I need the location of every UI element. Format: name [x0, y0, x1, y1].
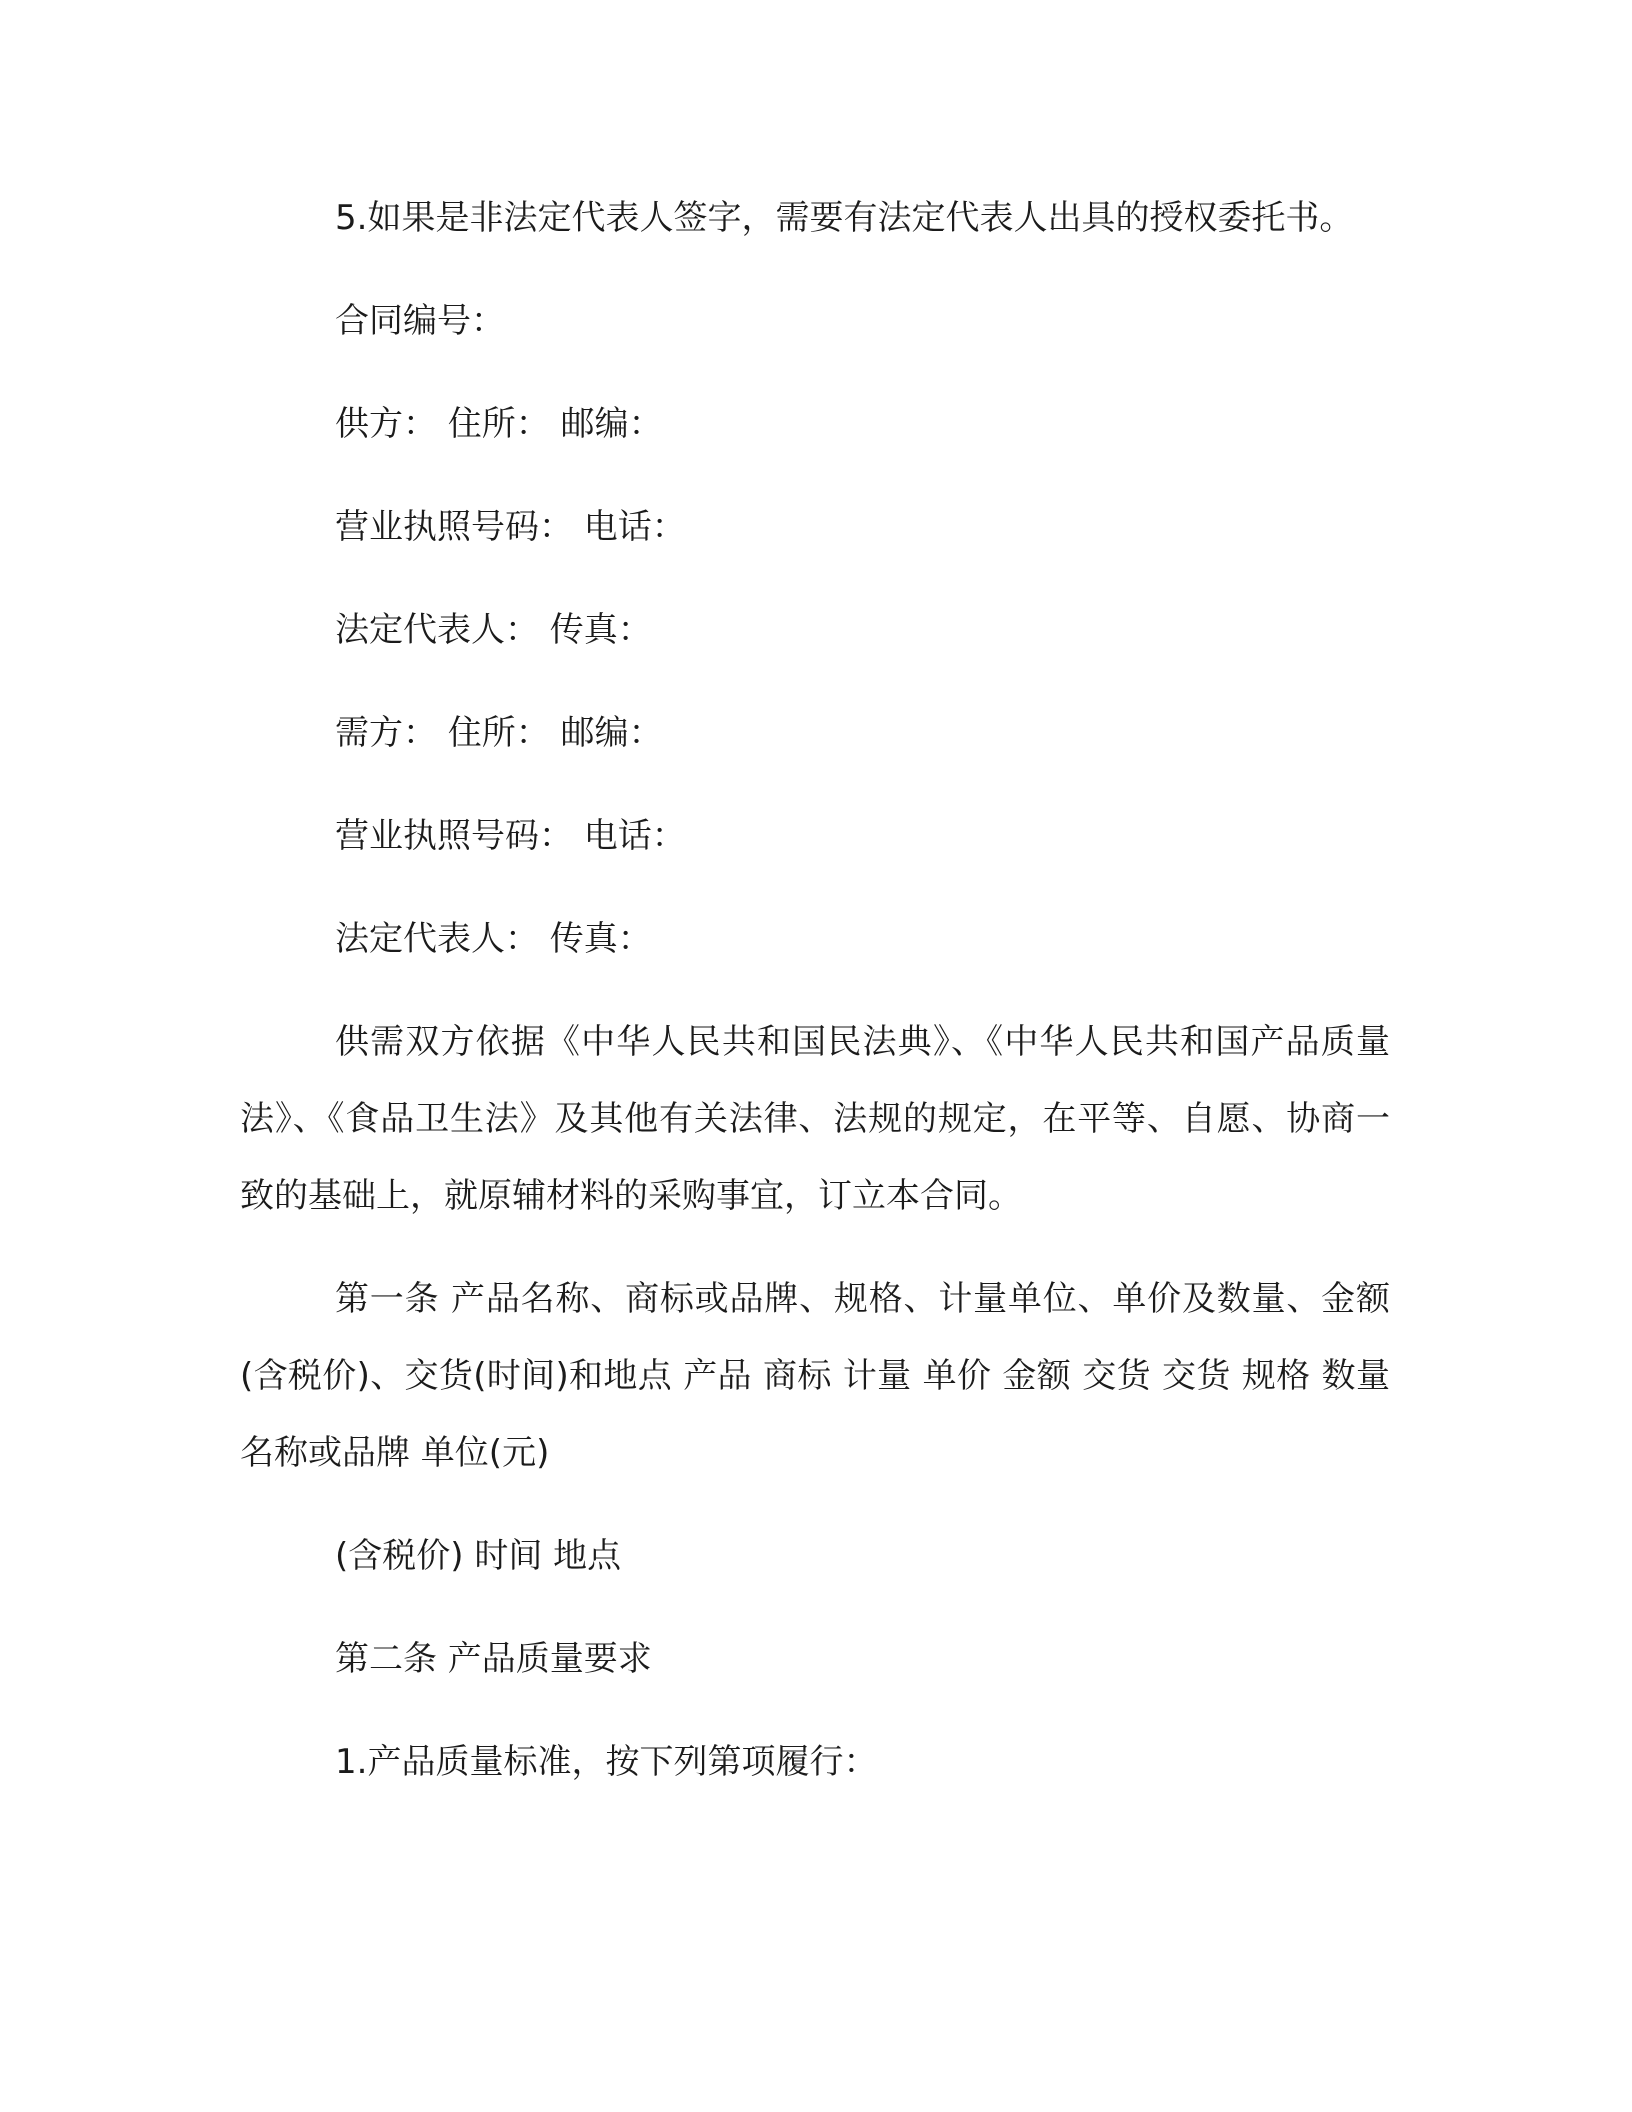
article-one-paragraph: 第一条 产品名称、商标或品牌、规格、计量单位、单价及数量、金额(含税价)、交货(时间)和地点 产品 商标 计量 单价 金额 交货 交货 规格 数量 名称或品牌 单位(元): [240, 1279, 1390, 1473]
supplier-representative-line: 法定代表人： 传真：: [335, 610, 652, 650]
clause-authorization: 5.如果是非法定代表人签字，需要有法定代表人出具的授权委托书。: [335, 198, 1354, 238]
buyer-license-line: 营业执照号码： 电话：: [335, 816, 686, 856]
article-one-continuation: (含税价) 时间 地点: [335, 1536, 622, 1576]
supplier-address-line: 供方： 住所： 邮编：: [335, 404, 663, 444]
supplier-license-line: 营业执照号码： 电话：: [335, 507, 686, 547]
article-two-heading: 第二条 产品质量要求: [335, 1639, 652, 1679]
document-page: [240, 180, 1390, 1827]
contract-basis-paragraph: 供需双方依据《中华人民共和国民法典》、《中华人民共和国产品质量法》、《食品卫生法》及其他有关法律、法规的规定，在平等、自愿、协商一致的基础上，就原辅材料的采购事宜，订立本合同。: [240, 1022, 1390, 1216]
quality-standard-item: 1.产品质量标准，按下列第项履行：: [335, 1742, 878, 1782]
buyer-representative-line: 法定代表人： 传真：: [335, 919, 652, 959]
buyer-address-line: 需方： 住所： 邮编：: [335, 713, 663, 753]
contract-number-field: 合同编号：: [335, 301, 505, 341]
